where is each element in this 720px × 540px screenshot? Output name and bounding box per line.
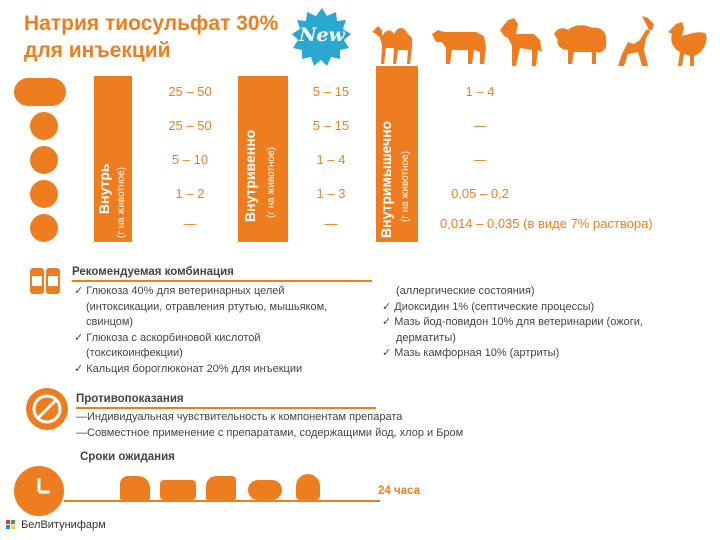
dose-oral-1: 25 – 50 bbox=[168, 84, 212, 99]
horse-icon bbox=[206, 476, 236, 500]
withdrawal-timeline bbox=[64, 500, 380, 502]
dose-iv-4: 1 – 3 bbox=[316, 186, 346, 201]
clock-icon bbox=[14, 466, 64, 516]
dose-im-1: 1 – 4 bbox=[465, 84, 495, 99]
prohibited-icon bbox=[26, 388, 68, 430]
contra-divider bbox=[76, 407, 376, 409]
withdrawal-heading: Сроки ожидания bbox=[80, 451, 175, 463]
route-label-im: Внутримышечно bbox=[378, 120, 394, 238]
contra-heading: Противопоказания bbox=[76, 393, 184, 405]
dog-icon bbox=[30, 180, 58, 208]
chicken-icon bbox=[664, 20, 710, 68]
dose-im-5: 0,014 – 0,035 (в виде 7% раствора) bbox=[440, 216, 653, 231]
dose-oral-4: 1 – 2 bbox=[175, 186, 205, 201]
dose-oral-5: — bbox=[183, 216, 197, 231]
dose-oral-3: 5 – 10 bbox=[171, 152, 209, 167]
dose-oral-2: 25 – 50 bbox=[168, 118, 212, 133]
combination-right-list: (аллергические состояния) ✓ Диоксидин 1% (септические процессы) ✓ Мазь йод-повидон 10% для ветеринарии (ожоги, дерматиты) ✓ Мазь камфорная 10% (артриты) bbox=[382, 285, 643, 360]
dose-iv-5: — bbox=[324, 216, 338, 231]
sheep-icon bbox=[550, 22, 610, 66]
route-unit-im: (г на животное) bbox=[400, 151, 411, 222]
route-unit-iv: (г на животное) bbox=[266, 147, 277, 218]
dose-iv-1: 5 – 15 bbox=[312, 84, 350, 99]
combination-left-list: ✓ Глюкоза 40% для ветеринарных целей (интоксикации, отравления ртутью, мышьяком, свинцом) ✓ Глюкоза с аскорбиновой кислотой (токсикоинфекции) ✓ Кальция бороглюконат 20% для инъекции bbox=[74, 285, 328, 375]
animal-row-top bbox=[366, 12, 716, 70]
title-line-1: Натрия тиосульфат 30% bbox=[24, 12, 279, 35]
brand-name: БелВитунифарм bbox=[21, 519, 106, 531]
sheep-icon bbox=[248, 480, 282, 500]
cow-icon bbox=[160, 480, 196, 500]
chicken-icon bbox=[30, 214, 58, 242]
brand-logo bbox=[6, 519, 106, 531]
camel-icon bbox=[120, 476, 150, 500]
cow-icon bbox=[430, 24, 492, 66]
chicken-icon bbox=[296, 474, 320, 500]
sheep-icon bbox=[30, 146, 58, 174]
route-label-oral: Внутрь bbox=[96, 163, 112, 214]
horse-icon bbox=[498, 16, 544, 68]
combination-heading: Рекомендуемая комбинация bbox=[72, 266, 234, 278]
combination-divider bbox=[72, 280, 372, 282]
new-badge-text: New bbox=[299, 24, 345, 46]
dose-im-2: — bbox=[473, 118, 487, 133]
route-label-iv: Внутривенно bbox=[242, 129, 258, 222]
cow-camel-icon bbox=[14, 78, 66, 106]
dose-im-3: — bbox=[473, 152, 487, 167]
withdrawal-value: 24 часа bbox=[378, 485, 420, 497]
horse-icon bbox=[30, 112, 58, 140]
title-line-2: для инъекций bbox=[24, 39, 171, 62]
camel-icon bbox=[368, 18, 424, 66]
dose-iv-3: 1 – 4 bbox=[316, 152, 346, 167]
page-title bbox=[24, 10, 278, 64]
route-unit-oral: (г на животное) bbox=[116, 167, 127, 238]
dose-im-4: 0,05 – 0,2 bbox=[451, 186, 509, 201]
dog-icon bbox=[614, 14, 660, 68]
logo-icon bbox=[6, 520, 18, 530]
contra-list: —Индивидуальная чувствительность к компонентам препарата —Совместное применение с препаратами, содержащими йод, хлор и Бром bbox=[76, 411, 464, 439]
dose-iv-2: 5 – 15 bbox=[312, 118, 350, 133]
